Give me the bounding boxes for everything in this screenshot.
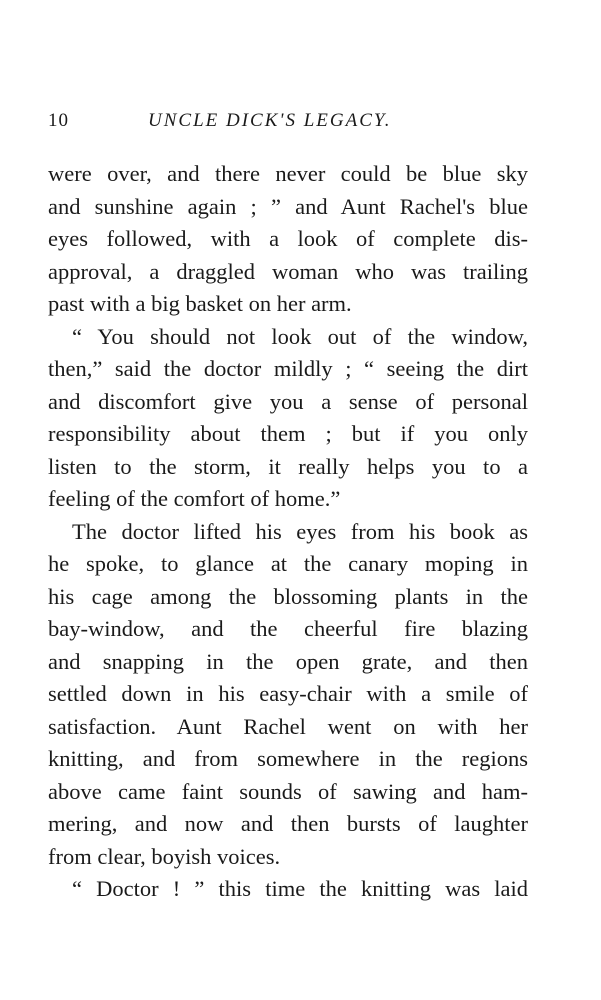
text-line: knitting, and from somewhere in the regions — [48, 746, 528, 771]
text-line: above came faint sounds of sawing and ham- — [48, 778, 528, 804]
text-line: mering, and now and then bursts of laughter — [48, 811, 528, 836]
text-line: were over, and there never could be blue sky — [48, 161, 528, 186]
page-number: 10 — [48, 110, 69, 131]
body-text — [48, 158, 528, 906]
text-line: responsibility about them ; but if you only — [48, 421, 528, 446]
text-line: The doctor lifted his eyes from his book as — [72, 518, 528, 544]
text-line: settled down in his easy-chair with a smile of — [48, 681, 528, 706]
text-line: past with a big basket on her arm. — [48, 291, 352, 316]
text-line: and snapping in the open grate, and then — [48, 648, 528, 674]
text-line: approval, a draggled woman who was trailing — [48, 258, 528, 284]
text-line: his cage among the blossoming plants in the — [48, 583, 528, 609]
text-line: bay-window, and the cheerful fire blazing — [48, 616, 528, 641]
text-line: then,” said the doctor mildly ; “ seeing the dirt — [48, 356, 528, 381]
text-line: he spoke, to glance at the canary moping in — [48, 551, 528, 576]
text-line: “ You should not look out of the window, — [72, 323, 528, 349]
text-line: and discomfort give you a sense of personal — [48, 388, 528, 414]
text-line: and sunshine again ; ” and Aunt Rachel's blue — [48, 193, 528, 219]
text-line: satisfaction. Aunt Rachel went on with her — [48, 713, 528, 739]
page-header — [48, 110, 528, 140]
text-line: eyes followed, with a look of complete dis- — [48, 226, 528, 251]
running-title: UNCLE DICK'S LEGACY. — [148, 110, 392, 131]
text-line: listen to the storm, it really helps you to a — [48, 453, 528, 479]
text-line: feeling of the comfort of home.” — [48, 486, 341, 511]
text-line: from clear, boyish voices. — [48, 843, 281, 869]
text-line: “ Doctor ! ” this time the knitting was laid — [72, 876, 528, 901]
